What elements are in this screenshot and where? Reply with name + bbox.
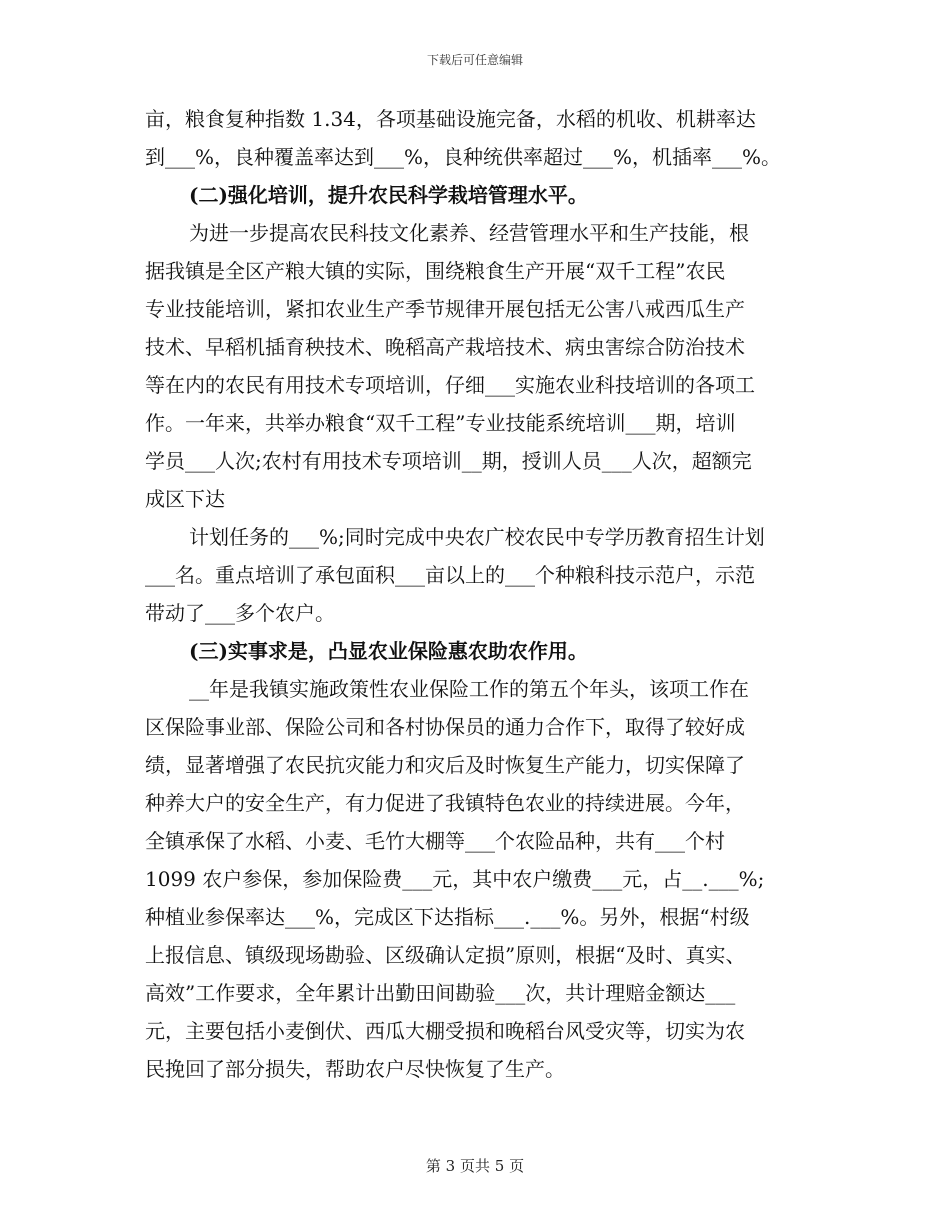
- text-line: 种养大户的安全生产，有力促进了我镇特色农业的持续进展。今年，: [145, 791, 745, 815]
- text-line: 上报信息、镇级现场勘验、区级确认定损”原则，根据“及时、真实、: [145, 943, 746, 967]
- text-line: 高效”工作要求，全年累计出勤田间勘验___次，共计理赔金额达___: [145, 981, 736, 1005]
- text-line: 带动了___多个农户。: [145, 601, 335, 625]
- text-line: 专业技能培训，紧扣农业生产季节规律开展包括无公害八戒西瓜生产: [145, 297, 745, 321]
- page-header: 下载后可任意编辑: [426, 53, 523, 67]
- text-line: 到___%，良种覆盖率达到___%，良种统供率超过___%，机插率___%。: [145, 145, 782, 169]
- text-line: 1099 农户参保，参加保险费___元，其中农户缴费___元，占__.___%;: [145, 867, 765, 891]
- text-line: 为进一步提高农民科技文化素养、经营管理水平和生产技能，根: [189, 221, 749, 245]
- text-line: 据我镇是全区产粮大镇的实际，围绕粮食生产开展“双千工程”农民: [145, 259, 726, 283]
- text-line: 元，主要包括小麦倒伏、西瓜大棚受损和晚稻台风受灾等，切实为农: [145, 1019, 745, 1043]
- text-line: 区保险事业部、保险公司和各村协保员的通力合作下，取得了较好成: [145, 715, 745, 739]
- text-line: 成区下达: [145, 487, 225, 511]
- text-line: 作。一年来，共举办粮食“双千工程”专业技能系统培训___期，培训: [145, 411, 736, 435]
- text-line: ___名。重点培训了承包面积___亩以上的___个种粮科技示范户，示范: [145, 563, 755, 587]
- text-line: 等在内的农民有用技术专项培训，仔细___实施农业科技培训的各项工: [145, 373, 755, 397]
- text-line: 学员___人次;农村有用技术专项培训__期，授训人员___人次，超额完: [145, 449, 752, 473]
- section-heading: (二)强化培训，提升农民科学栽培管理水平。: [189, 183, 588, 207]
- text-line: 亩，粮食复种指数 1.34，各项基础设施完备，水稻的机收、机耕率达: [145, 107, 756, 131]
- text-line: 技术、早稻机插育秧技术、晚稻高产栽培技术、病虫害综合防治技术: [145, 335, 745, 359]
- text-line: 绩，显著增强了农民抗灾能力和灾后及时恢复生产能力，切实保障了: [145, 753, 745, 777]
- section-heading: (三)实事求是，凸显农业保险惠农助农作用。: [189, 639, 588, 663]
- text-line: 计划任务的___%;同时完成中央农广校农民中专学历教育招生计划: [189, 525, 765, 549]
- page-footer: 第 3 页共 5 页: [425, 1157, 525, 1175]
- text-line: 民挽回了部分损失，帮助农户尽快恢复了生产。: [145, 1057, 565, 1081]
- document-body: [145, 100, 805, 1088]
- text-line: 种植业参保率达___%，完成区下达指标___.___%。另外，根据“村级: [145, 905, 750, 929]
- text-line: __年是我镇实施政策性农业保险工作的第五个年头，该项工作在: [189, 677, 749, 701]
- text-line: 全镇承保了水稻、小麦、毛竹大棚等___个农险品种，共有___个村: [145, 829, 725, 853]
